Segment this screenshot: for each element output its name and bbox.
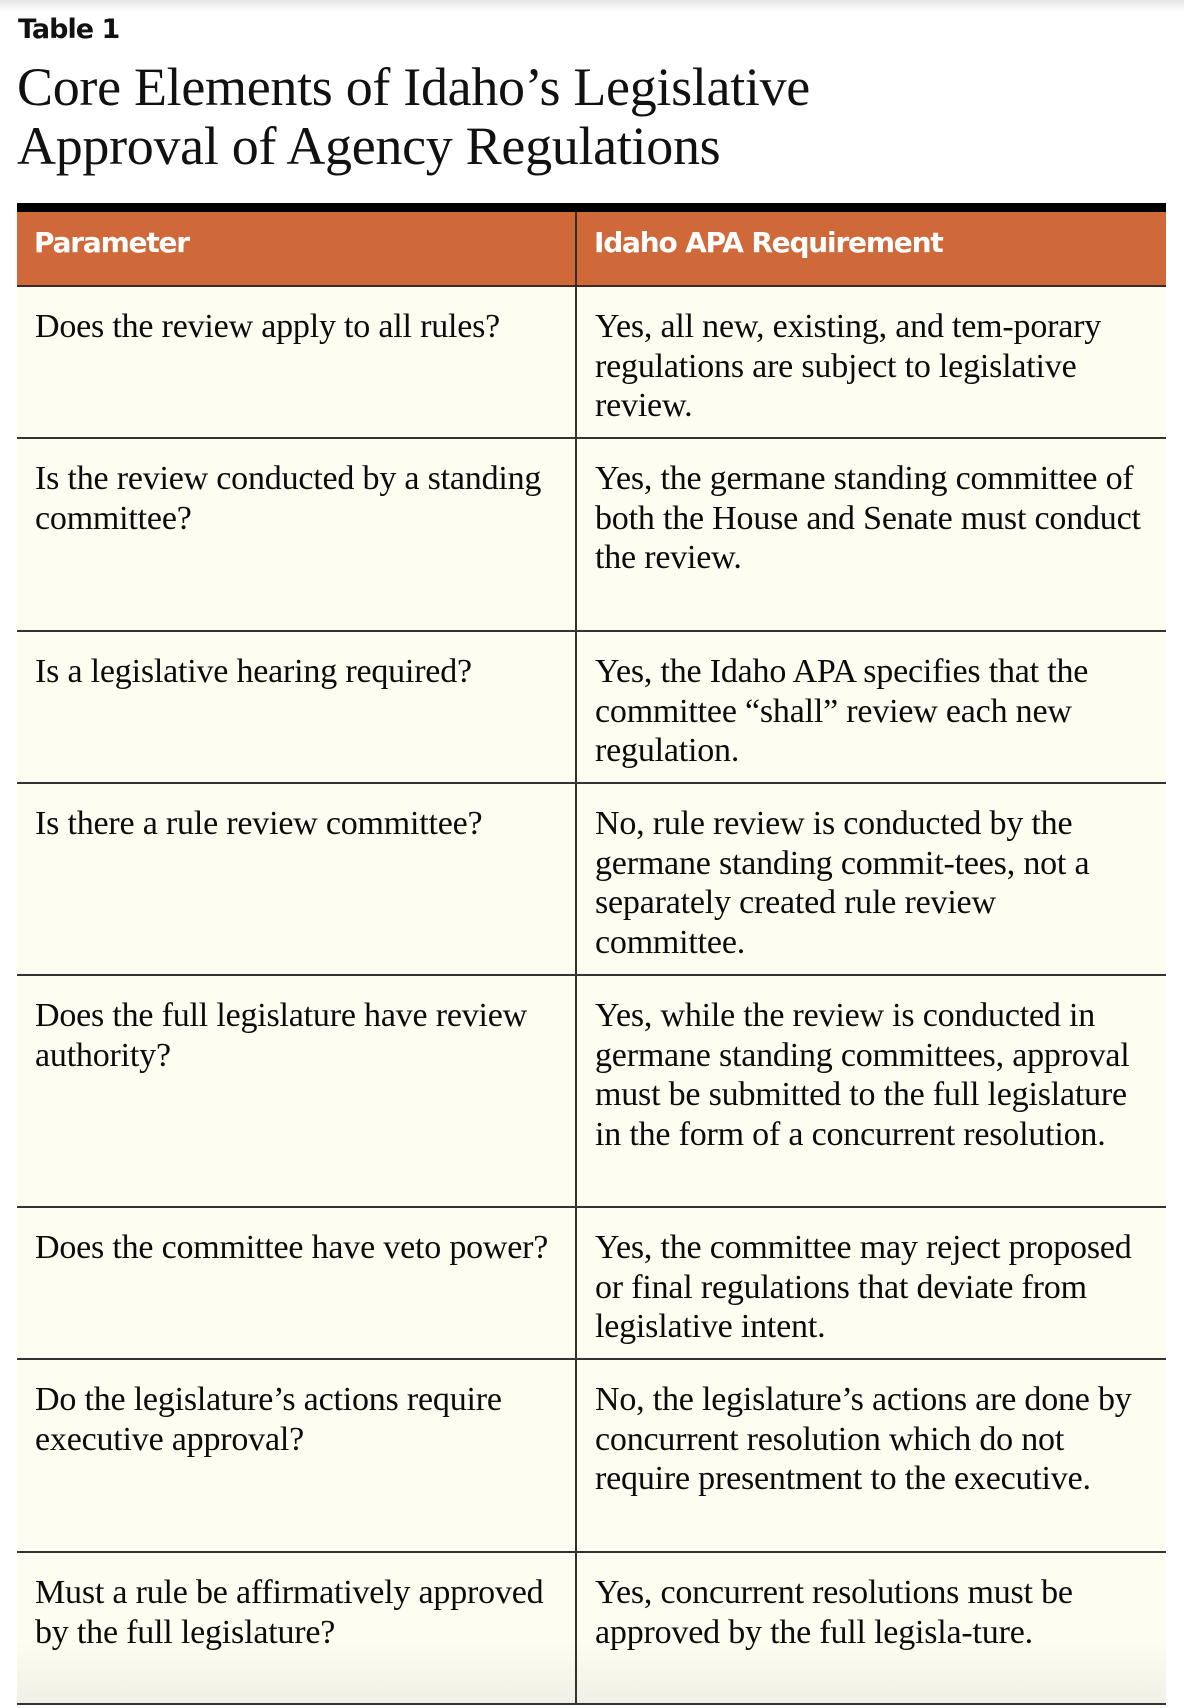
table-row — [17, 1553, 1166, 1705]
requirements-table — [17, 203, 1166, 1705]
table-row — [17, 784, 1166, 976]
table-row — [17, 287, 1166, 439]
parameter-cell: Is a legislative hearing required? — [17, 632, 577, 782]
title-line: Core Elements of Idaho’s Legislative — [17, 57, 810, 117]
column-header-parameter: Parameter — [17, 212, 577, 285]
title-line: Approval of Agency Regulations — [17, 116, 721, 176]
table-title — [17, 58, 810, 176]
requirement-cell: No, the legislature’s actions are done by concurrent resolution which do not require presentment to the executive. — [595, 1381, 1132, 1497]
parameter-cell: Does the review apply to all rules? — [17, 287, 577, 437]
parameter-cell: Is the review conducted by a standing committee? — [17, 439, 577, 630]
parameter-cell: Must a rule be affirmatively approved by the full legislature? — [17, 1553, 577, 1703]
requirement-cell: Yes, the germane standing committee of both the House and Senate must conduct the review. — [595, 460, 1141, 576]
requirement-cell: Yes, all new, existing, and tem-porary regulations are subject to legislative review. — [595, 308, 1102, 424]
column-header-requirement: Idaho APA Requirement — [594, 226, 943, 259]
table-row — [17, 1208, 1166, 1360]
requirement-cell: Yes, while the review is conducted in germane standing committees, approval must be submitted to the full legislature in the form of a concurrent resolution. — [595, 997, 1130, 1153]
parameter-cell: Does the full legislature have review authority? — [17, 976, 577, 1206]
table-label: Table 1 — [18, 14, 120, 45]
parameter-cell: Is there a rule review committee? — [17, 784, 577, 974]
requirement-cell: Yes, the Idaho APA specifies that the committee “shall” review each new regulation. — [595, 653, 1089, 769]
parameter-cell: Do the legislature’s actions require executive approval? — [17, 1360, 577, 1551]
table-row — [17, 1360, 1166, 1553]
parameter-cell: Does the committee have veto power? — [17, 1208, 577, 1358]
requirement-cell: No, rule review is conducted by the germane standing commit-tees, not a separately created rule review committee. — [595, 805, 1090, 961]
table-row — [17, 976, 1166, 1208]
requirement-cell: Yes, the committee may reject proposed or final regulations that deviate from legislative intent. — [595, 1229, 1132, 1345]
table-row — [17, 439, 1166, 632]
table-header-row — [17, 212, 1166, 287]
top-shadow — [0, 0, 1184, 12]
requirement-cell: Yes, concurrent resolutions must be approved by the full legisla-ture. — [595, 1574, 1073, 1651]
table-row — [17, 632, 1166, 784]
